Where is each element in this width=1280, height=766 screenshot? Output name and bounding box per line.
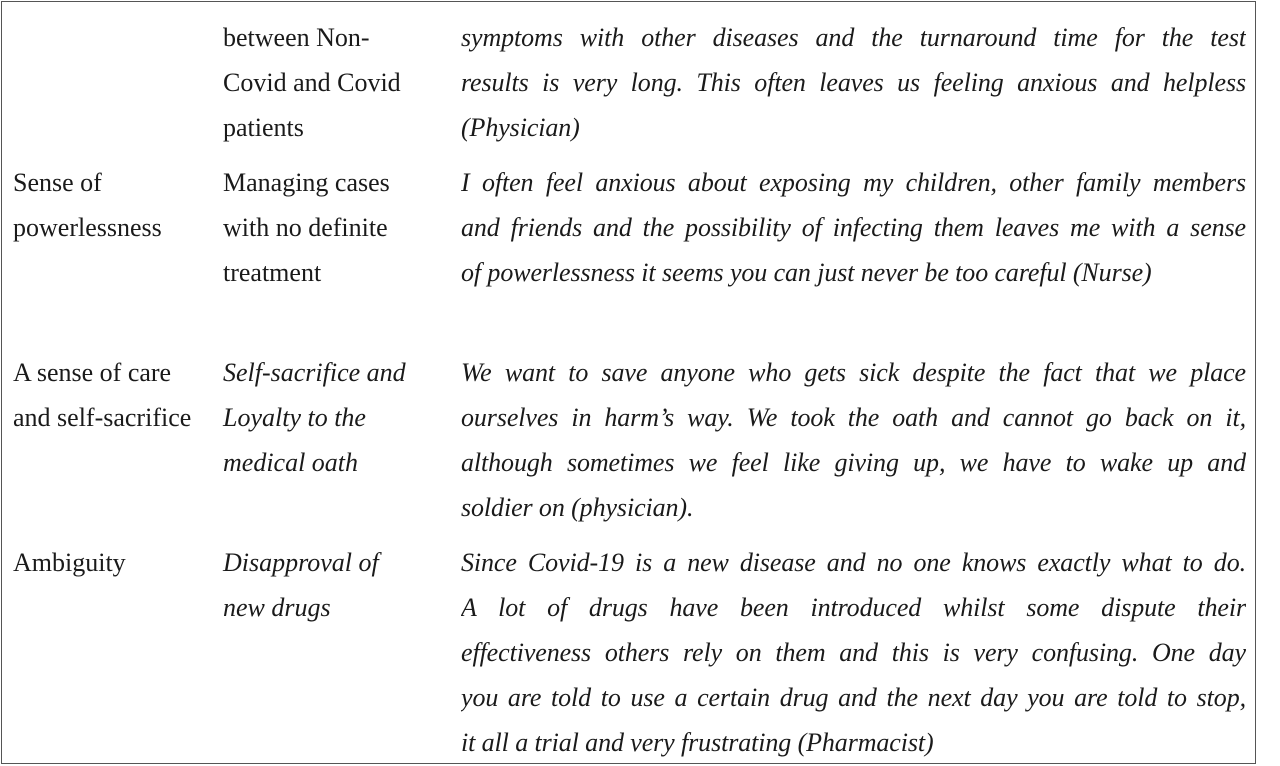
quote-line: (Physician) bbox=[461, 113, 580, 142]
quote-line: and friends and the possibility of infecting them leaves me with a sense bbox=[461, 213, 1246, 242]
subtheme-line: Loyalty to the bbox=[223, 403, 366, 432]
subtheme-line: new drugs bbox=[223, 593, 331, 622]
subtheme-cell bbox=[223, 350, 448, 485]
theme-line: Ambiguity bbox=[13, 548, 126, 577]
quote-line: although sometimes we feel like giving up, we have to wake up and bbox=[461, 448, 1246, 477]
subtheme-line: between Non- bbox=[223, 23, 370, 52]
subtheme-line: with no definite bbox=[223, 213, 388, 242]
quote-line: A lot of drugs have been introduced whilst some dispute their bbox=[461, 593, 1246, 622]
theme-cell bbox=[13, 350, 218, 440]
subtheme-line: medical oath bbox=[223, 448, 359, 477]
quote-line: you are told to use a certain drug and the next day you are told to stop, bbox=[461, 683, 1246, 712]
theme-line: powerlessness bbox=[13, 213, 162, 242]
quote-line: it all a trial and very frustrating (Pharmacist) bbox=[461, 728, 934, 757]
theme-cell bbox=[13, 160, 218, 250]
theme-line: Sense of bbox=[13, 168, 102, 197]
quote-line: We want to save anyone who gets sick despite the fact that we place bbox=[461, 358, 1246, 387]
subtheme-cell bbox=[223, 160, 448, 295]
quote-cell bbox=[461, 540, 1246, 765]
subtheme-line: treatment bbox=[223, 258, 322, 287]
quote-cell bbox=[461, 160, 1246, 295]
quote-line: effectiveness others rely on them and this is very confusing. One day bbox=[461, 638, 1246, 667]
theme-cell bbox=[13, 540, 218, 585]
subtheme-line: Managing cases bbox=[223, 168, 390, 197]
quote-line: I often feel anxious about exposing my children, other family members bbox=[461, 168, 1246, 197]
quote-line: Since Covid-19 is a new disease and no one knows exactly what to do. bbox=[461, 548, 1246, 577]
subtheme-cell bbox=[223, 15, 448, 150]
quote-line: results is very long. This often leaves us feeling anxious and helpless bbox=[461, 68, 1246, 97]
subtheme-line: Self-sacrifice and bbox=[223, 358, 406, 387]
theme-line: A sense of care bbox=[13, 358, 172, 387]
subtheme-line: Disapproval of bbox=[223, 548, 379, 577]
subtheme-cell bbox=[223, 540, 448, 630]
quote-line: soldier on (physician). bbox=[461, 493, 694, 522]
theme-line: and self-sacrifice bbox=[13, 403, 192, 432]
quote-line: of powerlessness it seems you can just never be too careful (Nurse) bbox=[461, 258, 1152, 287]
subtheme-line: patients bbox=[223, 113, 304, 142]
quote-line: symptoms with other diseases and the turnaround time for the test bbox=[461, 23, 1246, 52]
quote-line: ourselves in harm’s way. We took the oath and cannot go back on it, bbox=[461, 403, 1246, 432]
subtheme-line: Covid and Covid bbox=[223, 68, 401, 97]
quote-cell bbox=[461, 350, 1246, 530]
quote-cell bbox=[461, 15, 1246, 150]
